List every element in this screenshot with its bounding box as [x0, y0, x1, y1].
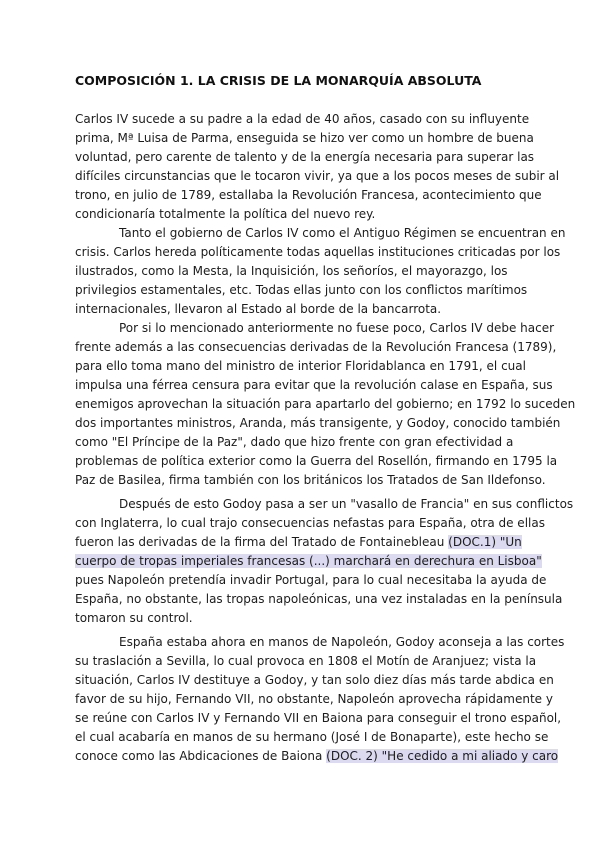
document-title: COMPOSICIÓN 1. LA CRISIS DE LA MONARQUÍA ABSOLUTA: [75, 73, 482, 88]
paragraph-3-line-3: para ello toma mano del ministro de interior Floridablanca en 1791, el cual: [75, 359, 526, 373]
paragraph-5-line-4: favor de su hijo, Fernando VII, no obstante, Napoleón aprovecha rápidamente y: [75, 692, 553, 706]
paragraph-2-line-3: ilustrados, como la Mesta, la Inquisición, los señoríos, el mayorazgo, los: [75, 264, 508, 278]
paragraph-2-line-2: crisis. Carlos hereda políticamente todas aquellas instituciones criticadas por los: [75, 245, 561, 259]
paragraph-3-line-1: Por si lo mencionado anteriormente no fuese poco, Carlos IV debe hacer: [119, 321, 555, 335]
paragraph-3-line-2: frente además a las consecuencias derivadas de la Revolución Francesa (1789),: [75, 340, 557, 354]
paragraph-1-line-2: prima, Mª Luisa de Parma, enseguida se hizo ver como un hombre de buena: [75, 131, 534, 145]
paragraph-4-line-5: pues Napoleón pretendía invadir Portugal, para lo cual necesitaba la ayuda de: [75, 573, 547, 587]
paragraph-4-line-7: tomaron su control.: [75, 611, 193, 625]
paragraph-2-line-5: internacionales, llevaron al Estado al borde de la bancarrota.: [75, 302, 442, 316]
paragraph-4-line-4: [75, 554, 542, 569]
paragraph-4-line-3-text: fueron las derivadas de la firma del Tratado de Fontainebleau: [75, 535, 449, 549]
doc2-highlight: (DOC. 2) "He cedido a mi aliado y caro: [326, 749, 559, 763]
paragraph-3-line-9: Paz de Basilea, firma también con los británicos los Tratados de San Ildefonso.: [75, 473, 546, 487]
paragraph-4-line-6: España, no obstante, las tropas napoleónicas, una vez instaladas en la península: [75, 592, 563, 606]
paragraph-1-line-5: trono, en julio de 1789, estallaba la Revolución Francesa, acontecimiento que: [75, 188, 542, 202]
paragraph-1-line-3: voluntad, pero carente de talento y de la energía necesaria para superar las: [75, 150, 535, 164]
doc1-highlight-start: (DOC.1) "Un: [448, 535, 522, 549]
paragraph-2-line-1: Tanto el gobierno de Carlos IV como el Antiguo Régimen se encuentran en: [119, 226, 566, 240]
paragraph-4-line-2: con Inglaterra, lo cual trajo consecuencias nefastas para España, otra de ellas: [75, 516, 545, 530]
paragraph-3-line-8: problemas de política exterior como la Guerra del Rosellón, firmando en 1795 la: [75, 454, 558, 468]
paragraph-3-line-7: como "El Príncipe de la Paz", dado que hizo frente con gran efectividad a: [75, 435, 514, 449]
paragraph-5-line-1: España estaba ahora en manos de Napoleón, Godoy aconseja a las cortes: [119, 635, 565, 649]
paragraph-2-line-4: privilegios estamentales, etc. Todas ellas junto con los conflictos marítimos: [75, 283, 528, 297]
paragraph-3-line-5: enemigos aprovechan la situación para apartarlo del gobierno; en 1792 lo suceden: [75, 397, 576, 411]
paragraph-5-line-5: se reúne con Carlos IV y Fernando VII en Baiona para conseguir el trono español,: [75, 711, 562, 725]
paragraph-3-line-6: dos importantes ministros, Aranda, más transigente, y Godoy, conocido también: [75, 416, 561, 430]
paragraph-5-line-2: su traslación a Sevilla, lo cual provoca en 1808 el Motín de Aranjuez; vista la: [75, 654, 537, 668]
paragraph-4-line-1: Después de esto Godoy pasa a ser un "vasallo de Francia" en sus conflictos: [119, 497, 574, 511]
paragraph-1-line-4: difíciles circunstancias que le tocaron vivir, ya que a los pocos meses de subir al: [75, 169, 560, 183]
paragraph-5-line-6: el cual acabaría en manos de su hermano (José I de Bonaparte), este hecho se: [75, 730, 549, 744]
paragraph-1-line-1: Carlos IV sucede a su padre a la edad de 40 años, casado con su influyente: [75, 112, 530, 126]
paragraph-4-line-3: [75, 535, 522, 550]
paragraph-5-line-7: [75, 749, 558, 764]
paragraph-5-line-7-text: conoce como las Abdicaciones de Baiona: [75, 749, 327, 763]
paragraph-1-line-6: condicionaría totalmente la política del nuevo rey.: [75, 207, 376, 221]
doc1-highlight-quote: cuerpo de tropas imperiales francesas (...) marchará en derechura en Lisboa": [75, 554, 542, 568]
paragraph-3-line-4: impulsa una férrea censura para evitar que la revolución calase en España, sus: [75, 378, 553, 392]
paragraph-5-line-3: situación, Carlos IV destituye a Godoy, y tan solo diez días más tarde abdica en: [75, 673, 554, 687]
